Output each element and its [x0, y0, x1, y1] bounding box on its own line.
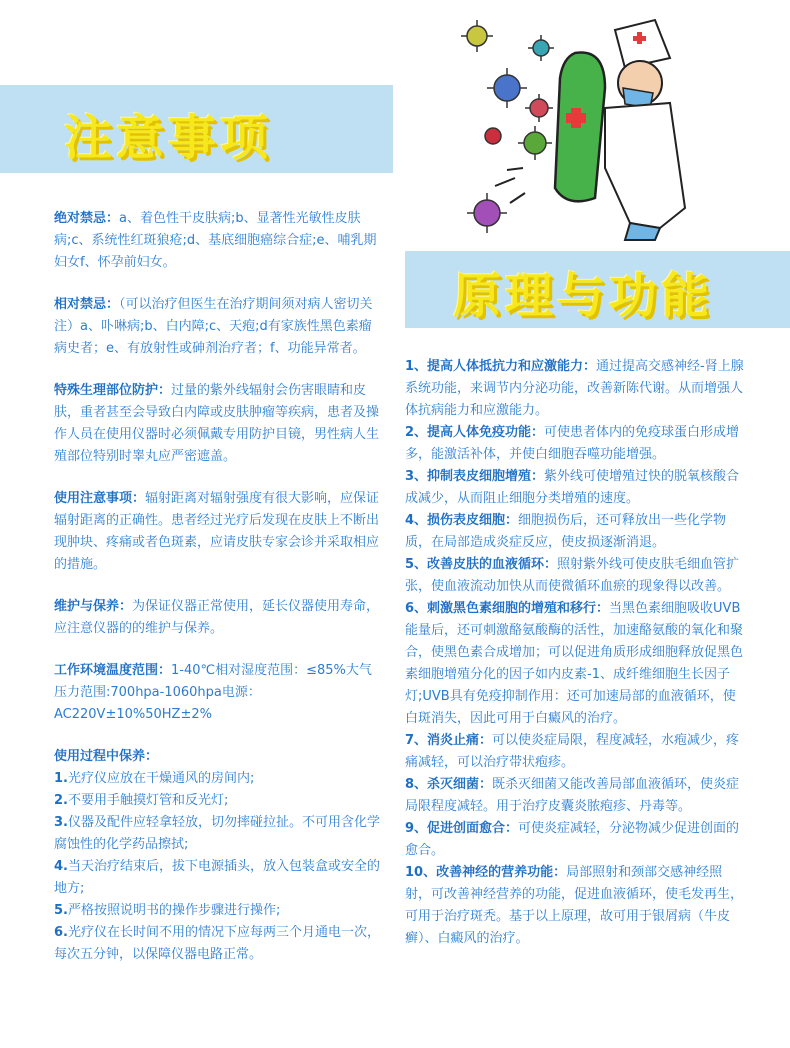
doctor-figure — [605, 20, 685, 240]
virus-icon — [485, 128, 501, 144]
section-heading: 使用过程中保养： — [54, 749, 159, 764]
function-item — [405, 598, 745, 730]
section-text: 过量的紫外线辐射会伤害眼睛和皮肤，重者甚至会导致白内障或皮肤肿瘤等疾病，患者及操作人员在使用仪器时必须佩戴专用防护目镜，男性病人生殖部位特别时睾丸应严密遮盖。 — [54, 383, 380, 464]
section-heading: 绝对禁忌： — [54, 211, 120, 226]
function-heading: 9、促进创面愈合： — [405, 821, 519, 836]
function-heading: 2、提高人体免疫功能： — [405, 425, 545, 440]
function-heading: 10、改善神经的营养功能： — [405, 865, 567, 880]
list-item — [54, 856, 384, 900]
functions-column — [405, 356, 745, 950]
left-banner — [0, 85, 393, 173]
function-heading: 1、提高人体抵抗力和应激能力： — [405, 359, 597, 374]
function-item — [405, 862, 745, 950]
precaution-section — [54, 294, 384, 360]
function-heading: 8、杀灭细菌： — [405, 777, 493, 792]
section-text: 1-40℃相对湿度范围：≤85%大气压力范围:700hpa-1060hpa电源：AC220V±10%50HZ±2% — [54, 663, 372, 722]
precaution-section — [54, 488, 384, 576]
item-text: 严格按照说明书的操作步骤进行操作; — [67, 903, 281, 918]
function-text: 细胞损伤后，还可释放出一些化学物质，在局部造成炎症反应，使皮损逐渐消退。 — [405, 513, 727, 550]
function-heading: 6、刺激黑色素细胞的增殖和移行： — [405, 601, 610, 616]
function-heading: 3、抑制表皮细胞增殖： — [405, 469, 545, 484]
list-item — [54, 922, 384, 966]
section-text: 辐射距离对辐射强度有很大影响，应保证辐射距离的正确性。患者经过光疗后发现在皮肤上不断出现肿块、疼痛或者色斑素，应请皮肤专家会诊并采取相应的措施。 — [54, 491, 380, 572]
function-text: 可使患者体内的免疫球蛋白形成增多，能激活补体，并使白细胞吞噬功能增强。 — [405, 425, 740, 462]
virus-icon — [518, 126, 552, 160]
item-text: 当天治疗结束后，拔下电源插头，放入包装盒或安全的地方; — [54, 859, 380, 896]
virus-icon — [461, 20, 493, 52]
function-item — [405, 554, 745, 598]
function-item — [405, 466, 745, 510]
maintenance-section — [54, 746, 384, 966]
section-heading: 相对禁忌： — [54, 297, 120, 312]
item-number: 6. — [54, 925, 68, 940]
virus-icon — [467, 193, 507, 233]
item-text: 不要用手触摸灯管和反光灯; — [67, 793, 229, 808]
doctor-illustration — [455, 8, 695, 243]
function-item — [405, 422, 745, 466]
virus-icon — [525, 94, 553, 122]
function-text: 紫外线可使增殖过快的脱氧核酸合成减少，从而阻止细胞分类增殖的速度。 — [405, 469, 740, 506]
left-title: 注意事项 — [64, 110, 273, 166]
item-number: 1. — [54, 771, 68, 786]
item-text: 仪器及配件应轻拿轻放，切勿摔碰拉扯。不可用含化学腐蚀性的化学药品擦拭; — [54, 815, 380, 852]
function-text: 既杀灭细菌又能改善局部血液循环，使炎症局限程度减轻。用于治疗皮囊炎脓疱疹、丹毒等。 — [405, 777, 740, 814]
item-text: 光疗仪应放在干燥通风的房间内; — [67, 771, 255, 786]
section-heading: 工作环境温度范围： — [54, 663, 172, 678]
function-item — [405, 356, 745, 422]
virus-icon — [487, 68, 527, 108]
function-item — [405, 730, 745, 774]
item-number: 4. — [54, 859, 68, 874]
section-heading: 维护与保养： — [54, 599, 133, 614]
function-item — [405, 510, 745, 554]
function-text: 通过提高交感神经-肾上腺系统功能，来调节内分泌功能，改善新陈代谢。从而增强人体抗病能力和应激能力。 — [405, 359, 744, 418]
function-text: 照射紫外线可使皮肤毛细血管扩张，使血液流动加快从而使微循环血瘀的现象得以改善。 — [405, 557, 740, 594]
precautions-column — [54, 208, 384, 966]
function-heading: 5、改善皮肤的血液循环： — [405, 557, 558, 572]
list-item — [54, 768, 384, 790]
function-text: 局部照射和颈部交感神经照射，可改善神经营养的功能，促进血液循环，使毛发再生，可用于治疗斑秃。基于以上原理，故可用于银屑病（牛皮癣）、白癜风的治疗。 — [405, 865, 744, 946]
list-item — [54, 790, 384, 812]
precaution-section — [54, 380, 384, 468]
function-heading: 4、损伤表皮细胞： — [405, 513, 519, 528]
section-text: a、着色性干皮肤病;b、显著性光敏性皮肤病;c、系统性红斑狼疮;d、基底细胞癌综合症;e、哺乳期妇女f、怀孕前妇女。 — [54, 211, 377, 270]
item-text: 光疗仪在长时间不用的情况下应每两三个月通电一次，每次五分钟，以保障仪器电路正常。 — [54, 925, 380, 962]
item-number: 3. — [54, 815, 68, 830]
section-heading: 特殊生理部位防护： — [54, 383, 172, 398]
precaution-section — [54, 596, 384, 640]
section-text: 为保证仪器正常使用，延长仪器使用寿命，应注意仪器的的维护与保养。 — [54, 599, 380, 636]
virus-icon — [528, 35, 554, 61]
function-text: 可使炎症减轻，分泌物减少促进创面的愈合。 — [405, 821, 740, 858]
precaution-section — [54, 660, 384, 726]
list-item — [54, 812, 384, 856]
function-item — [405, 818, 745, 862]
item-number: 5. — [54, 903, 68, 918]
section-heading: 使用注意事项： — [54, 491, 146, 506]
list-item — [54, 900, 384, 922]
function-text: 可以使炎症局限，程度减轻，水疱减少，疼痛减轻，可以治疗带状疱疹。 — [405, 733, 740, 770]
right-title: 原理与功能 — [453, 268, 714, 324]
precaution-section — [54, 208, 384, 274]
section-text: （可以治疗但医生在治疗期间须对病人密切关注）a、卟啉病;b、白内障;c、天疱;d有家族性黑色素瘤病史者；e、有放射性或砷剂治疗者；f、功能异常者。 — [54, 297, 373, 356]
item-number: 2. — [54, 793, 68, 808]
function-text: 当黑色素细胞吸收UVB能量后，还可刺激酪氨酸酶的活性，加速酪氨酸的氧化和聚合，使黑色素合成增加；可以促进角质形成细胞释放促黑色素细胞增殖分化的因子如内皮素-1、成纤维细胞生长因子灯;UVB具有免疫抑制作用：还可加速局部的血液循环，使白斑消失，因此可用于白癜风的治疗。 — [405, 601, 744, 726]
right-banner — [405, 251, 790, 328]
function-item — [405, 774, 745, 818]
function-heading: 7、消炎止痛： — [405, 733, 493, 748]
